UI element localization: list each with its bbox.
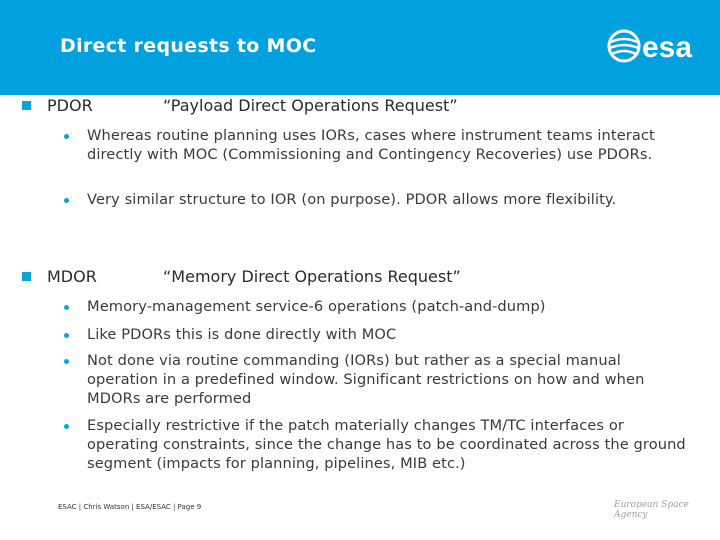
slide-title: Direct requests to MOC (60, 35, 317, 57)
list-item: Memory-management service-6 operations (patch-and-dump) (87, 298, 546, 315)
section-definition-pdor: “Payload Direct Operations Request” (163, 96, 458, 115)
list-item: Not done via routine commanding (IORs) but rather as a special manual operation in a predefined window. Significant restrictions on how and when MDORs are performed (87, 352, 645, 407)
dot-bullet-icon (64, 359, 69, 364)
list-item: Especially restrictive if the patch materially changes TM/TC interfaces or operating constraints, since the change has to be coordinated across the ground segment (impacts for planning, pipelines, MIB etc.) (87, 417, 686, 472)
dot-bullet-icon (64, 134, 69, 139)
section-definition-mdor: “Memory Direct Operations Request” (163, 267, 461, 286)
dot-bullet-icon (64, 198, 69, 203)
list-item: Very similar structure to IOR (on purpose). PDOR allows more flexibility. (87, 191, 617, 208)
section-term-pdor: PDOR (47, 96, 93, 115)
esa-logo-icon (606, 28, 706, 64)
agency-wordmark: European Space Agency (614, 500, 689, 520)
slide-footer: ESAC | Chris Watson | ESA/ESAC | Page 9 (58, 503, 202, 511)
square-bullet-icon (22, 272, 31, 281)
list-item: Like PDORs this is done directly with MOC (87, 326, 397, 343)
list-item: Whereas routine planning uses IORs, cases where instrument teams interact directly with MOC (Commissioning and Contingency Recoveries) use PDORs. (87, 127, 655, 163)
dot-bullet-icon (64, 333, 69, 338)
logo-text: esa (642, 31, 693, 64)
dot-bullet-icon (64, 424, 69, 429)
section-term-mdor: MDOR (47, 267, 97, 286)
square-bullet-icon (22, 101, 31, 110)
dot-bullet-icon (64, 305, 69, 310)
slide-header (0, 0, 720, 95)
